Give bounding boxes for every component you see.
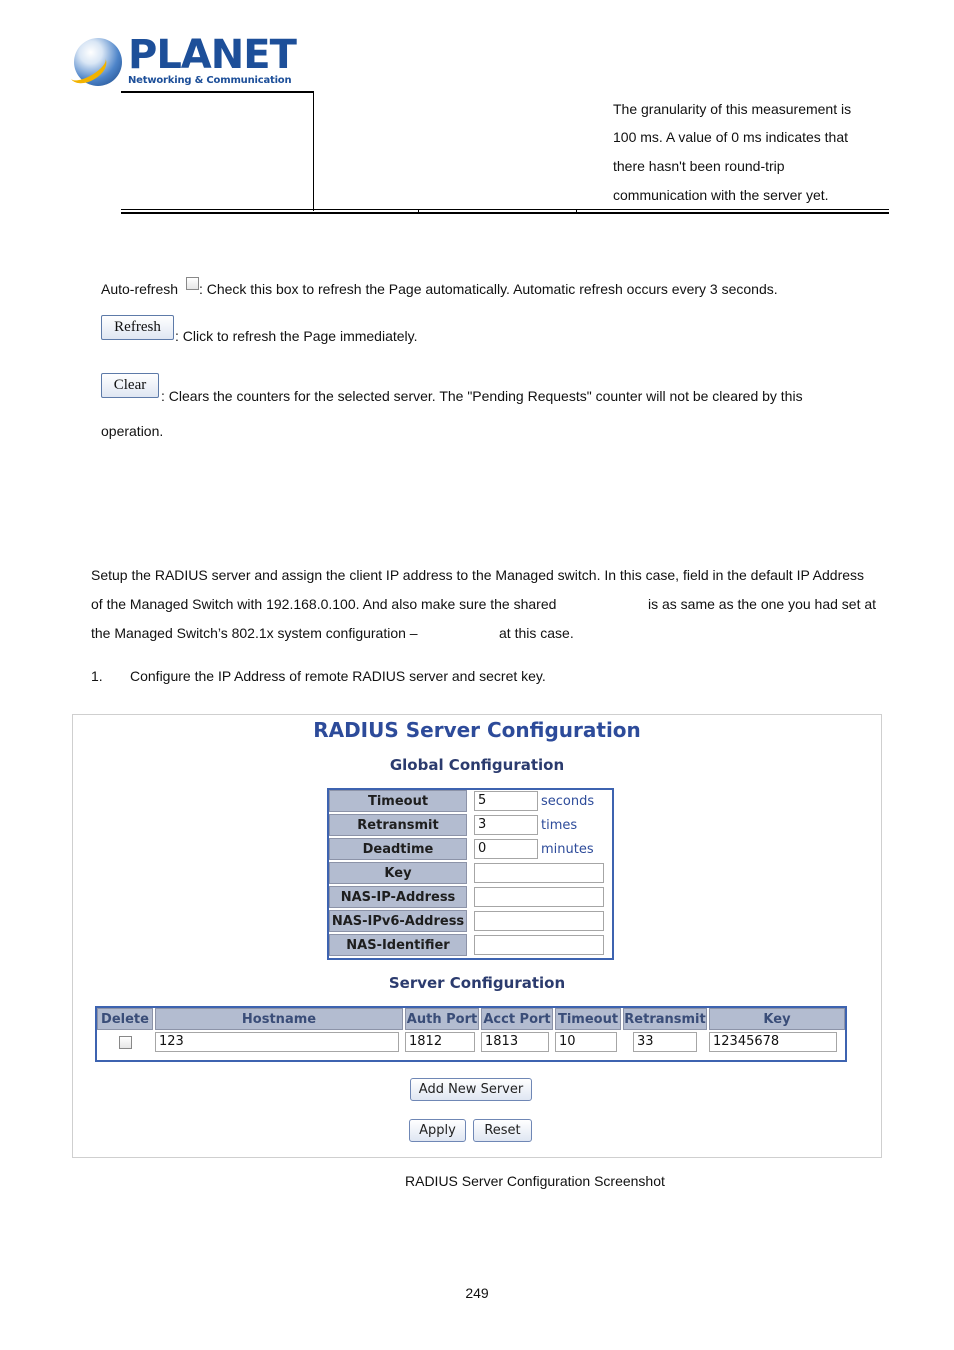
setup-line-2a: of the Managed Switch with 192.168.0.100. And also make sure the shared xyxy=(91,596,557,612)
planet-globe-icon xyxy=(74,38,122,86)
clear-desc: : Clears the counters for the selected server. The "Pending Requests" counter will not be cleared by this xyxy=(161,388,803,404)
page-number: 249 xyxy=(465,1285,489,1301)
table-row xyxy=(329,886,612,908)
reset-button[interactable]: Reset xyxy=(473,1119,532,1142)
col-timeout: Timeout xyxy=(555,1008,621,1030)
table-row xyxy=(97,1032,845,1052)
description-line: The granularity of this measurement is xyxy=(613,101,852,117)
table-row xyxy=(329,814,612,836)
figure-caption: RADIUS Server Configuration Screenshot xyxy=(405,1173,665,1189)
hostname-input[interactable]: 123 xyxy=(155,1032,399,1052)
logo-brand: PLANET xyxy=(128,32,296,78)
row-label: Key xyxy=(329,862,467,884)
nas-identifier-input[interactable] xyxy=(474,935,604,955)
auto-refresh-label: Auto-refresh xyxy=(101,281,179,297)
col-delete: Delete xyxy=(97,1008,153,1030)
retransmit-cell-input[interactable]: 33 xyxy=(633,1032,697,1052)
row-label: NAS-Identifier xyxy=(329,934,467,956)
timeout-unit: seconds xyxy=(541,793,595,809)
add-new-server-button[interactable]: Add New Server xyxy=(410,1078,532,1101)
row-label: NAS-IPv6-Address xyxy=(329,910,467,932)
row-label: Timeout xyxy=(329,790,467,812)
global-config-table xyxy=(327,788,614,958)
acct-port-input[interactable]: 1813 xyxy=(481,1032,549,1052)
table-row xyxy=(329,862,612,884)
server-config-title: Server Configuration xyxy=(388,974,566,992)
row-label: Deadtime xyxy=(329,838,467,860)
table-row xyxy=(329,838,612,860)
description-line: communication with the server yet. xyxy=(613,187,829,203)
setup-line-2b: is as same as the one you had set at xyxy=(648,596,877,612)
step-text: Configure the IP Address of remote RADIUS server and secret key. xyxy=(130,668,546,684)
deadtime-unit: minutes xyxy=(541,841,594,857)
retransmit-unit: times xyxy=(541,817,578,833)
refresh-button[interactable]: Refresh xyxy=(101,315,174,340)
auto-refresh-desc: : Check this box to refresh the Page automatically. Automatic refresh occurs every 3 seconds. xyxy=(198,281,778,297)
table-row xyxy=(329,934,612,956)
radius-title: RADIUS Server Configuration xyxy=(313,718,641,742)
table-row xyxy=(329,790,612,812)
deadtime-input[interactable]: 0 xyxy=(474,839,538,859)
timeout-cell-input[interactable]: 10 xyxy=(555,1032,617,1052)
description-line: 100 ms. A value of 0 ms indicates that xyxy=(613,129,849,145)
col-retransmit: Retransmit xyxy=(623,1008,707,1030)
table-row xyxy=(329,910,612,932)
clear-button[interactable]: Clear xyxy=(101,373,159,398)
clear-desc-continued: operation. xyxy=(101,423,164,439)
global-config-title: Global Configuration xyxy=(389,756,565,774)
col-hostname: Hostname xyxy=(155,1008,403,1030)
auto-refresh-checkbox[interactable] xyxy=(186,277,199,290)
server-config-table xyxy=(95,1006,847,1054)
col-key: Key xyxy=(709,1008,845,1030)
setup-line-3a: the Managed Switch’s 802.1x system configuration – xyxy=(91,625,418,641)
delete-checkbox[interactable] xyxy=(119,1036,132,1049)
table-header-row xyxy=(97,1008,845,1030)
retransmit-input[interactable]: 3 xyxy=(474,815,538,835)
col-auth-port: Auth Port xyxy=(405,1008,479,1030)
row-label: Retransmit xyxy=(329,814,467,836)
setup-line-1: Setup the RADIUS server and assign the client IP address to the Managed switch. In this case, field in the default IP Address xyxy=(91,567,865,583)
key-input[interactable] xyxy=(474,863,604,883)
auto-refresh-help xyxy=(101,280,778,298)
auth-port-input[interactable]: 1812 xyxy=(405,1032,475,1052)
nas-ipv6-input[interactable] xyxy=(474,911,604,931)
timeout-input[interactable]: 5 xyxy=(474,791,538,811)
refresh-desc: : Click to refresh the Page immediately. xyxy=(175,328,418,344)
apply-button[interactable]: Apply xyxy=(409,1119,466,1142)
col-acct-port: Acct Port xyxy=(481,1008,553,1030)
description-line: there hasn't been round-trip xyxy=(613,158,785,174)
setup-line-3b: at this case. xyxy=(499,625,574,641)
nas-ip-input[interactable] xyxy=(474,887,604,907)
row-label: NAS-IP-Address xyxy=(329,886,467,908)
server-key-input[interactable]: 12345678 xyxy=(709,1032,837,1052)
logo-tagline: Networking & Communication xyxy=(128,75,292,86)
step-number: 1. xyxy=(91,668,103,684)
